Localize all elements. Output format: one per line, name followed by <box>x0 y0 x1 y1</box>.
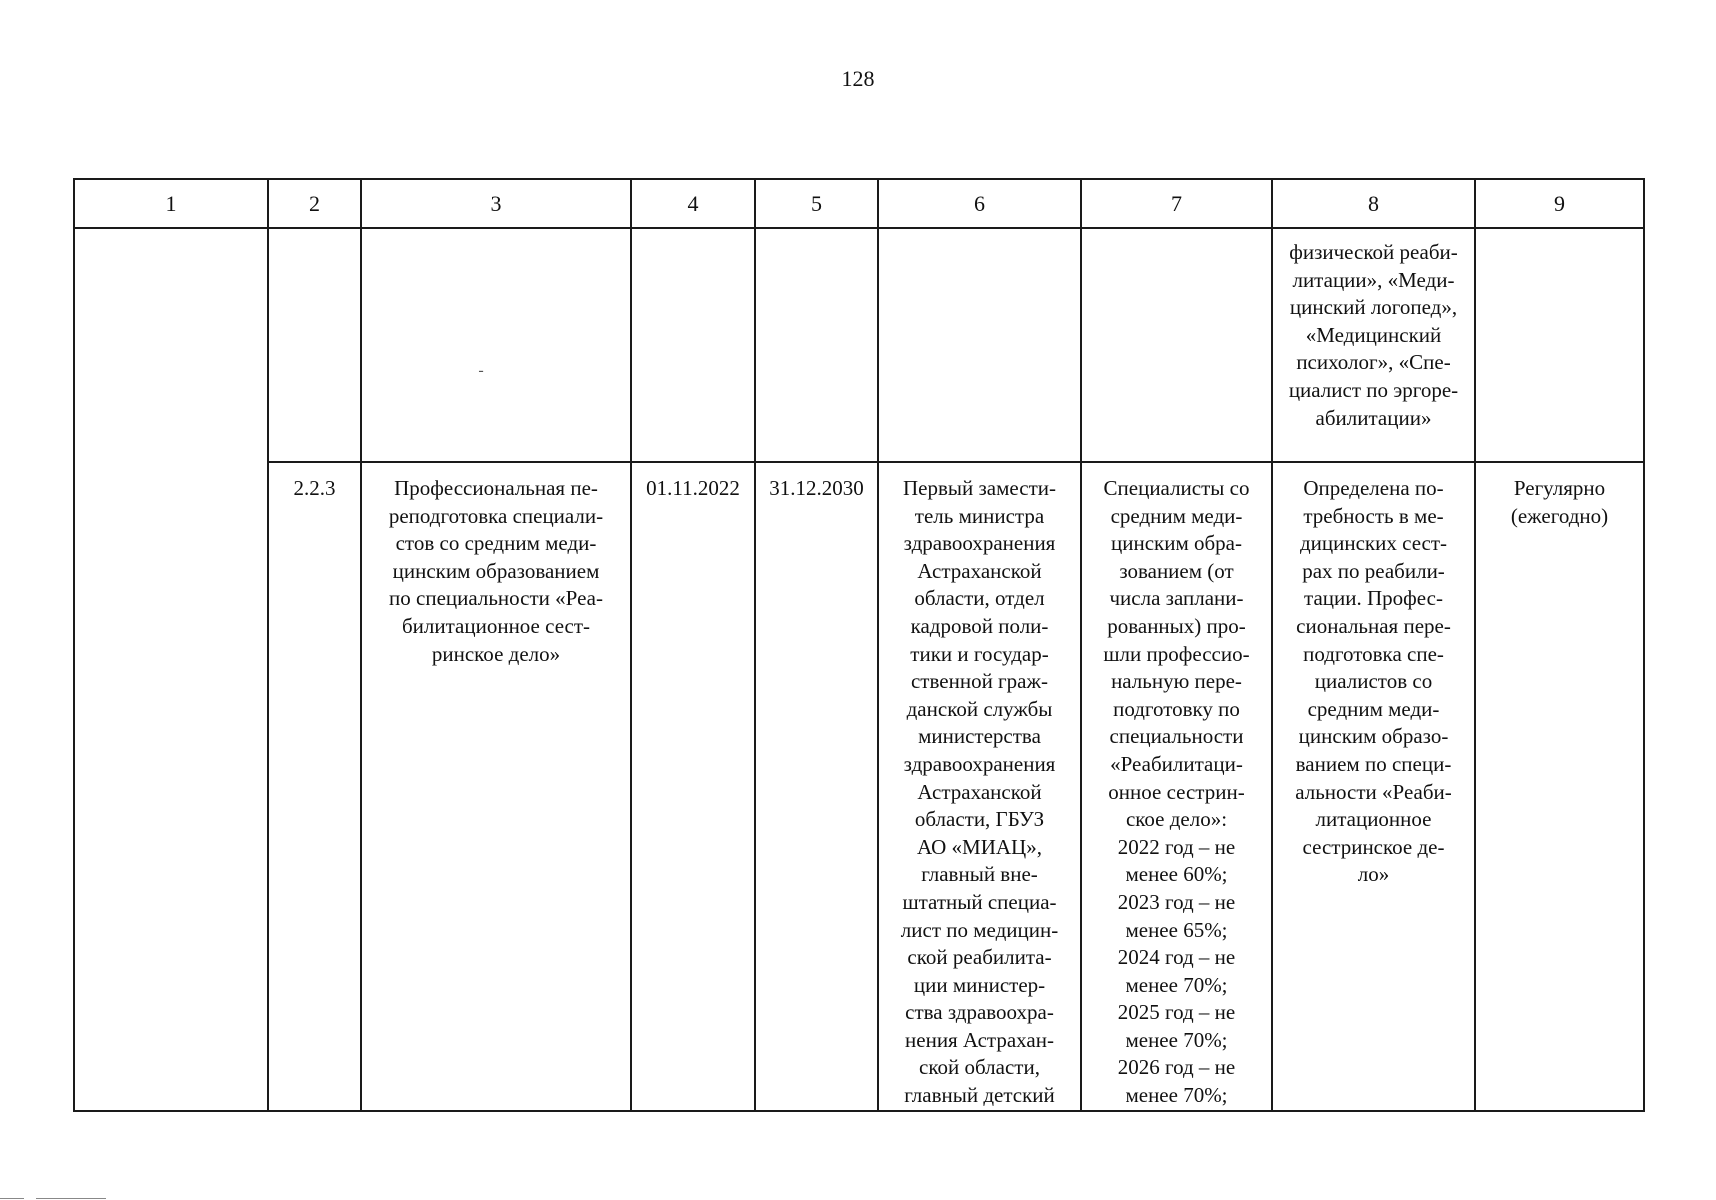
end-date-cell: 31.12.2030 <box>755 462 878 1111</box>
empty-cell <box>268 228 361 462</box>
empty-cell <box>878 228 1081 462</box>
column-header: 2 <box>268 179 361 228</box>
page-number: 128 <box>841 66 875 91</box>
empty-cell <box>631 228 755 462</box>
merged-cell-col1 <box>74 228 268 1111</box>
empty-cell <box>1475 228 1644 462</box>
event-code-cell: 2.2.3 <box>268 462 361 1111</box>
column-header: 9 <box>1475 179 1644 228</box>
plan-table <box>73 178 1645 1112</box>
dash-mark: - <box>478 362 484 379</box>
empty-cell <box>755 228 878 462</box>
column-header: 5 <box>755 179 878 228</box>
column-header: 7 <box>1081 179 1272 228</box>
table-row <box>74 462 1644 1111</box>
column-header: 6 <box>878 179 1081 228</box>
result-cell: Определена по- требность в ме- дицинских сест- рах по реабили- тации. Профес- сиональная пере- подготовка спе- циалистов со средним меди- цинским образо- ванием по специ- альности «Реаби- литационное сестринское де- ло» <box>1272 462 1475 1111</box>
scan-artifact-line <box>36 1198 106 1199</box>
responsible-cell: Первый замести- тель министра здравоохранения Астраханской области, отдел кадровой поли- тики и государ- ственной граж- данской службы министерства здравоохранения Астраханской области, ГБУЗ АО «МИАЦ», главный вне- штатный специа- лист по медицин- ской реабилита- ции министер- ства здравоохра- нения Астрахан- ской области, главный детский <box>878 462 1081 1111</box>
indicator-cell: Специалисты со средним меди- цинским обра- зованием (от числа заплани- рованных) про- шли профессио- нальную пере- подготовку по специальности «Реабилитаци- онное сестрин- ское дело»: 2022 год – не менее 60%; 2023 год – не менее 65%; 2024 год – не менее 70%; 2025 год – не менее 70%; 2026 год – не менее 70%; <box>1081 462 1272 1111</box>
table-row-continuation <box>74 228 1644 462</box>
scan-artifact-line <box>0 1198 24 1199</box>
start-date-cell: 01.11.2022 <box>631 462 755 1111</box>
column-header: 4 <box>631 179 755 228</box>
table-header-row <box>74 179 1644 228</box>
event-name-cell: Профессиональная пе- реподготовка специали- стов со средним меди- цинским образованием по специальности «Реа- билитационное сест- ринское дело» <box>361 462 631 1111</box>
column-header: 8 <box>1272 179 1475 228</box>
empty-cell <box>1081 228 1272 462</box>
column-header: 3 <box>361 179 631 228</box>
column-header: 1 <box>74 179 268 228</box>
result-continuation-cell: физической реаби- литации», «Меди- цинский логопед», «Медицинский психолог», «Спе- циалист по эргоре- абилитации» <box>1272 228 1475 462</box>
empty-cell <box>361 228 631 462</box>
periodicity-cell: Регулярно (ежегодно) <box>1475 462 1644 1111</box>
